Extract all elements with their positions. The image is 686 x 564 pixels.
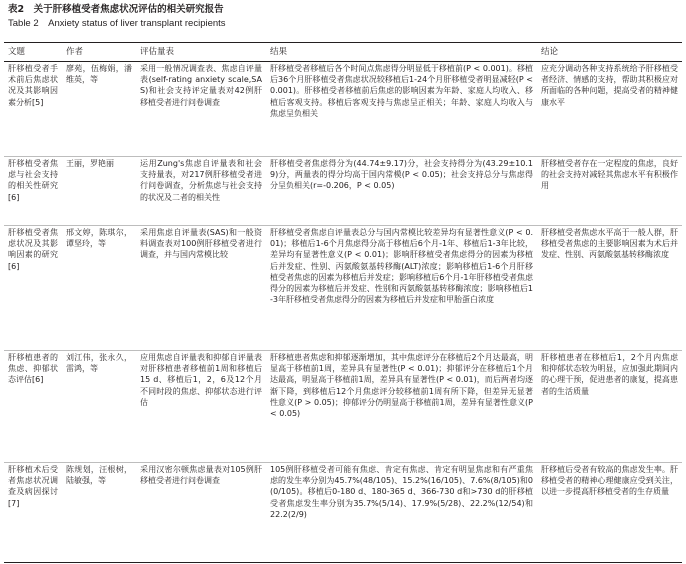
cell-conclusion: 肝移植受者存在一定程度的焦虑，良好的社会支持对减轻其焦虑水平有积极作用: [541, 159, 678, 191]
table-row: [4, 62, 682, 157]
cell-conclusion: 肝移植后受者有较高的焦虑发生率。肝移植受者的精神心理健康应受到关注，以进一步提高肝移植受者的生存质量: [541, 465, 678, 497]
cell-result: 105例肝移植受者可能有焦虑、肯定有焦虑、肯定有明显焦虑和有严重焦虑的发生率分别为45.7%(48/105)、15.2%(16/105)、7.6%(8/105)和0(0/105)。移植后0-180 d、180-365 d、366-730 d和>730 d的肝移植受者焦虑发生率分别为35.7%(5/14)、17.9%(5/28)、22.2%(12/54)和22.2(2/9): [270, 465, 533, 519]
cell-scale: 应用焦虑自评量表和抑郁自评量表对肝移植患者移植前1周和移植后15 d、移植后1，2，6及12个月不同时段的焦虑、抑郁状态进行评估: [140, 353, 262, 407]
cell-authors: 刘江伟，张永久，雷鸿，等: [66, 353, 132, 374]
cell-result: 肝移植受者焦虑得分为(44.74±9.17)分，社会支持得分为(43.29±10.19)分，两量表的得分均高于国内常模(P < 0.05)；社会支持总分与焦虑得分呈负相关(r=-0.206，P < 0.05): [270, 159, 533, 191]
cell-title: 肝移植受者焦虑状况及其影响因素的研究[6]: [8, 228, 58, 271]
cell-authors: 陈规划，汪根树，陆敏强，等: [66, 465, 132, 486]
header-conclusion: 结论: [541, 47, 559, 57]
header-row: [4, 43, 682, 62]
header-title: 文题: [8, 47, 26, 57]
header-result: 结果: [270, 47, 288, 57]
cell-scale: 采用焦虑自评量表(SAS)和一般资料调查表对100例肝移植受者进行调查，并与国内常模比较: [140, 228, 262, 260]
caption-chinese: 表2 关于肝移植受者焦虑状况评估的相关研究报告: [8, 4, 224, 15]
cell-conclusion: 应充分调动各种支持系统给予肝移植受者经济、情感的支持，帮助其积极应对所面临的各种问题，提高受者的精神健康水平: [541, 64, 678, 107]
cell-conclusion: 肝移植患者在移植后1，2个月内焦虑和抑郁状态较为明显，应加强此期间内的心理干预，促进患者的康复，提高患者的生活质量: [541, 353, 678, 396]
cell-scale: 采用一般情况调查表、焦虑自评量表(self-rating anxiety scale,SAS)和社会支持评定量表对42例肝移植受者进行问卷调查: [140, 64, 262, 107]
cell-authors: 邢文婷，陈琪尔，谭坚玲，等: [66, 228, 132, 249]
cell-title: 肝移植受者焦虑与社会支持的相关性研究[6]: [8, 159, 58, 202]
cell-scale: 运用Zung's焦虑自评量表和社会支持量表，对217例肝移植受者进行问卷调查，分析焦虑与社会支持的状况及二者的相关性: [140, 159, 262, 202]
header-scale: 评估量表: [140, 47, 175, 57]
table-caption: [8, 3, 678, 30]
cell-scale: 采用汉密尔顿焦虑量表对105例肝移植受者进行问卷调查: [140, 465, 262, 486]
cell-conclusion: 肝移植受者焦虑水平高于一般人群，肝移植受者焦虑的主要影响因素为术后并发症、性别、丙氨酸氨基转移酶浓度: [541, 228, 678, 260]
cell-result: 肝移植受者焦虑自评量表总分与国内常模比较差异均有显著性意义(P < 0.01)；移植后1-6个月焦虑得分高于移植后6个月-1年、移植后1-3年比较，差异均有显著性意义(P < 0.01)；影响肝移植受者焦虑得分的因素为移植后并发症、性别、丙氨酸氨基转移酶(ALT)浓度；影响移植后1-6个月肝移植受者焦虑的因素为移植后并发症；影响移植后6个月-1年肝移植受者焦虑得分的因素为移植后并发症、性别和丙氨酸氨基转移酶浓度；影响移植后1-3年肝移植受者焦虑得分的因素为移植后并发症和甲胎蛋白浓度: [270, 228, 533, 305]
cell-title: 肝移植受者手术前后焦虑状况及其影响因素分析[5]: [8, 64, 58, 107]
caption-english: Table 2 Anxiety status of liver transplant recipients: [8, 18, 226, 29]
table-row: [4, 157, 682, 226]
table-row: [4, 463, 682, 563]
table-row: [4, 351, 682, 463]
anxiety-studies-table: [4, 42, 682, 563]
cell-authors: 廖苑，伍梅娟，潘维英，等: [66, 64, 132, 85]
table-row: [4, 226, 682, 351]
cell-result: 肝移植受者移植后各个时间点焦虑得分明显低于移植前(P < 0.001)。移植后36个月肝移植受者焦虑状况较移植后1-24个月肝移植受者明显减轻(P < 0.001)。肝移植受者移植前后焦虑的影响因素为年龄、家庭人均收入、移植后客观支持。移植后客观支持与焦虑呈正相关；年龄、家庭人均收入与焦虑呈负相关: [270, 64, 533, 118]
cell-title: 肝移植术后受者焦虑状况调查及病因探讨[7]: [8, 465, 58, 508]
cell-result: 肝移植患者焦虑和抑郁逐渐增加，其中焦虑评分在移植后2个月达最高，明显高于移植前1周，差异具有显著性(P < 0.01)；抑郁评分在移植后1个月达最高，明显高于移植前1周，差异具有显著性(P < 0.01)，而后两者均逐渐下降，到移植后12个月焦虑评分较移植前1周有所下降，但差异无显著性意义(P > 0.05)；抑郁评分仍明显高于移植前1周，差异有显著性意义(P < 0.05): [270, 353, 533, 419]
cell-authors: 王丽，罗艳丽: [66, 159, 114, 168]
header-authors: 作者: [66, 47, 84, 57]
cell-title: 肝移植患者的焦虑、抑郁状态评估[6]: [8, 353, 58, 385]
